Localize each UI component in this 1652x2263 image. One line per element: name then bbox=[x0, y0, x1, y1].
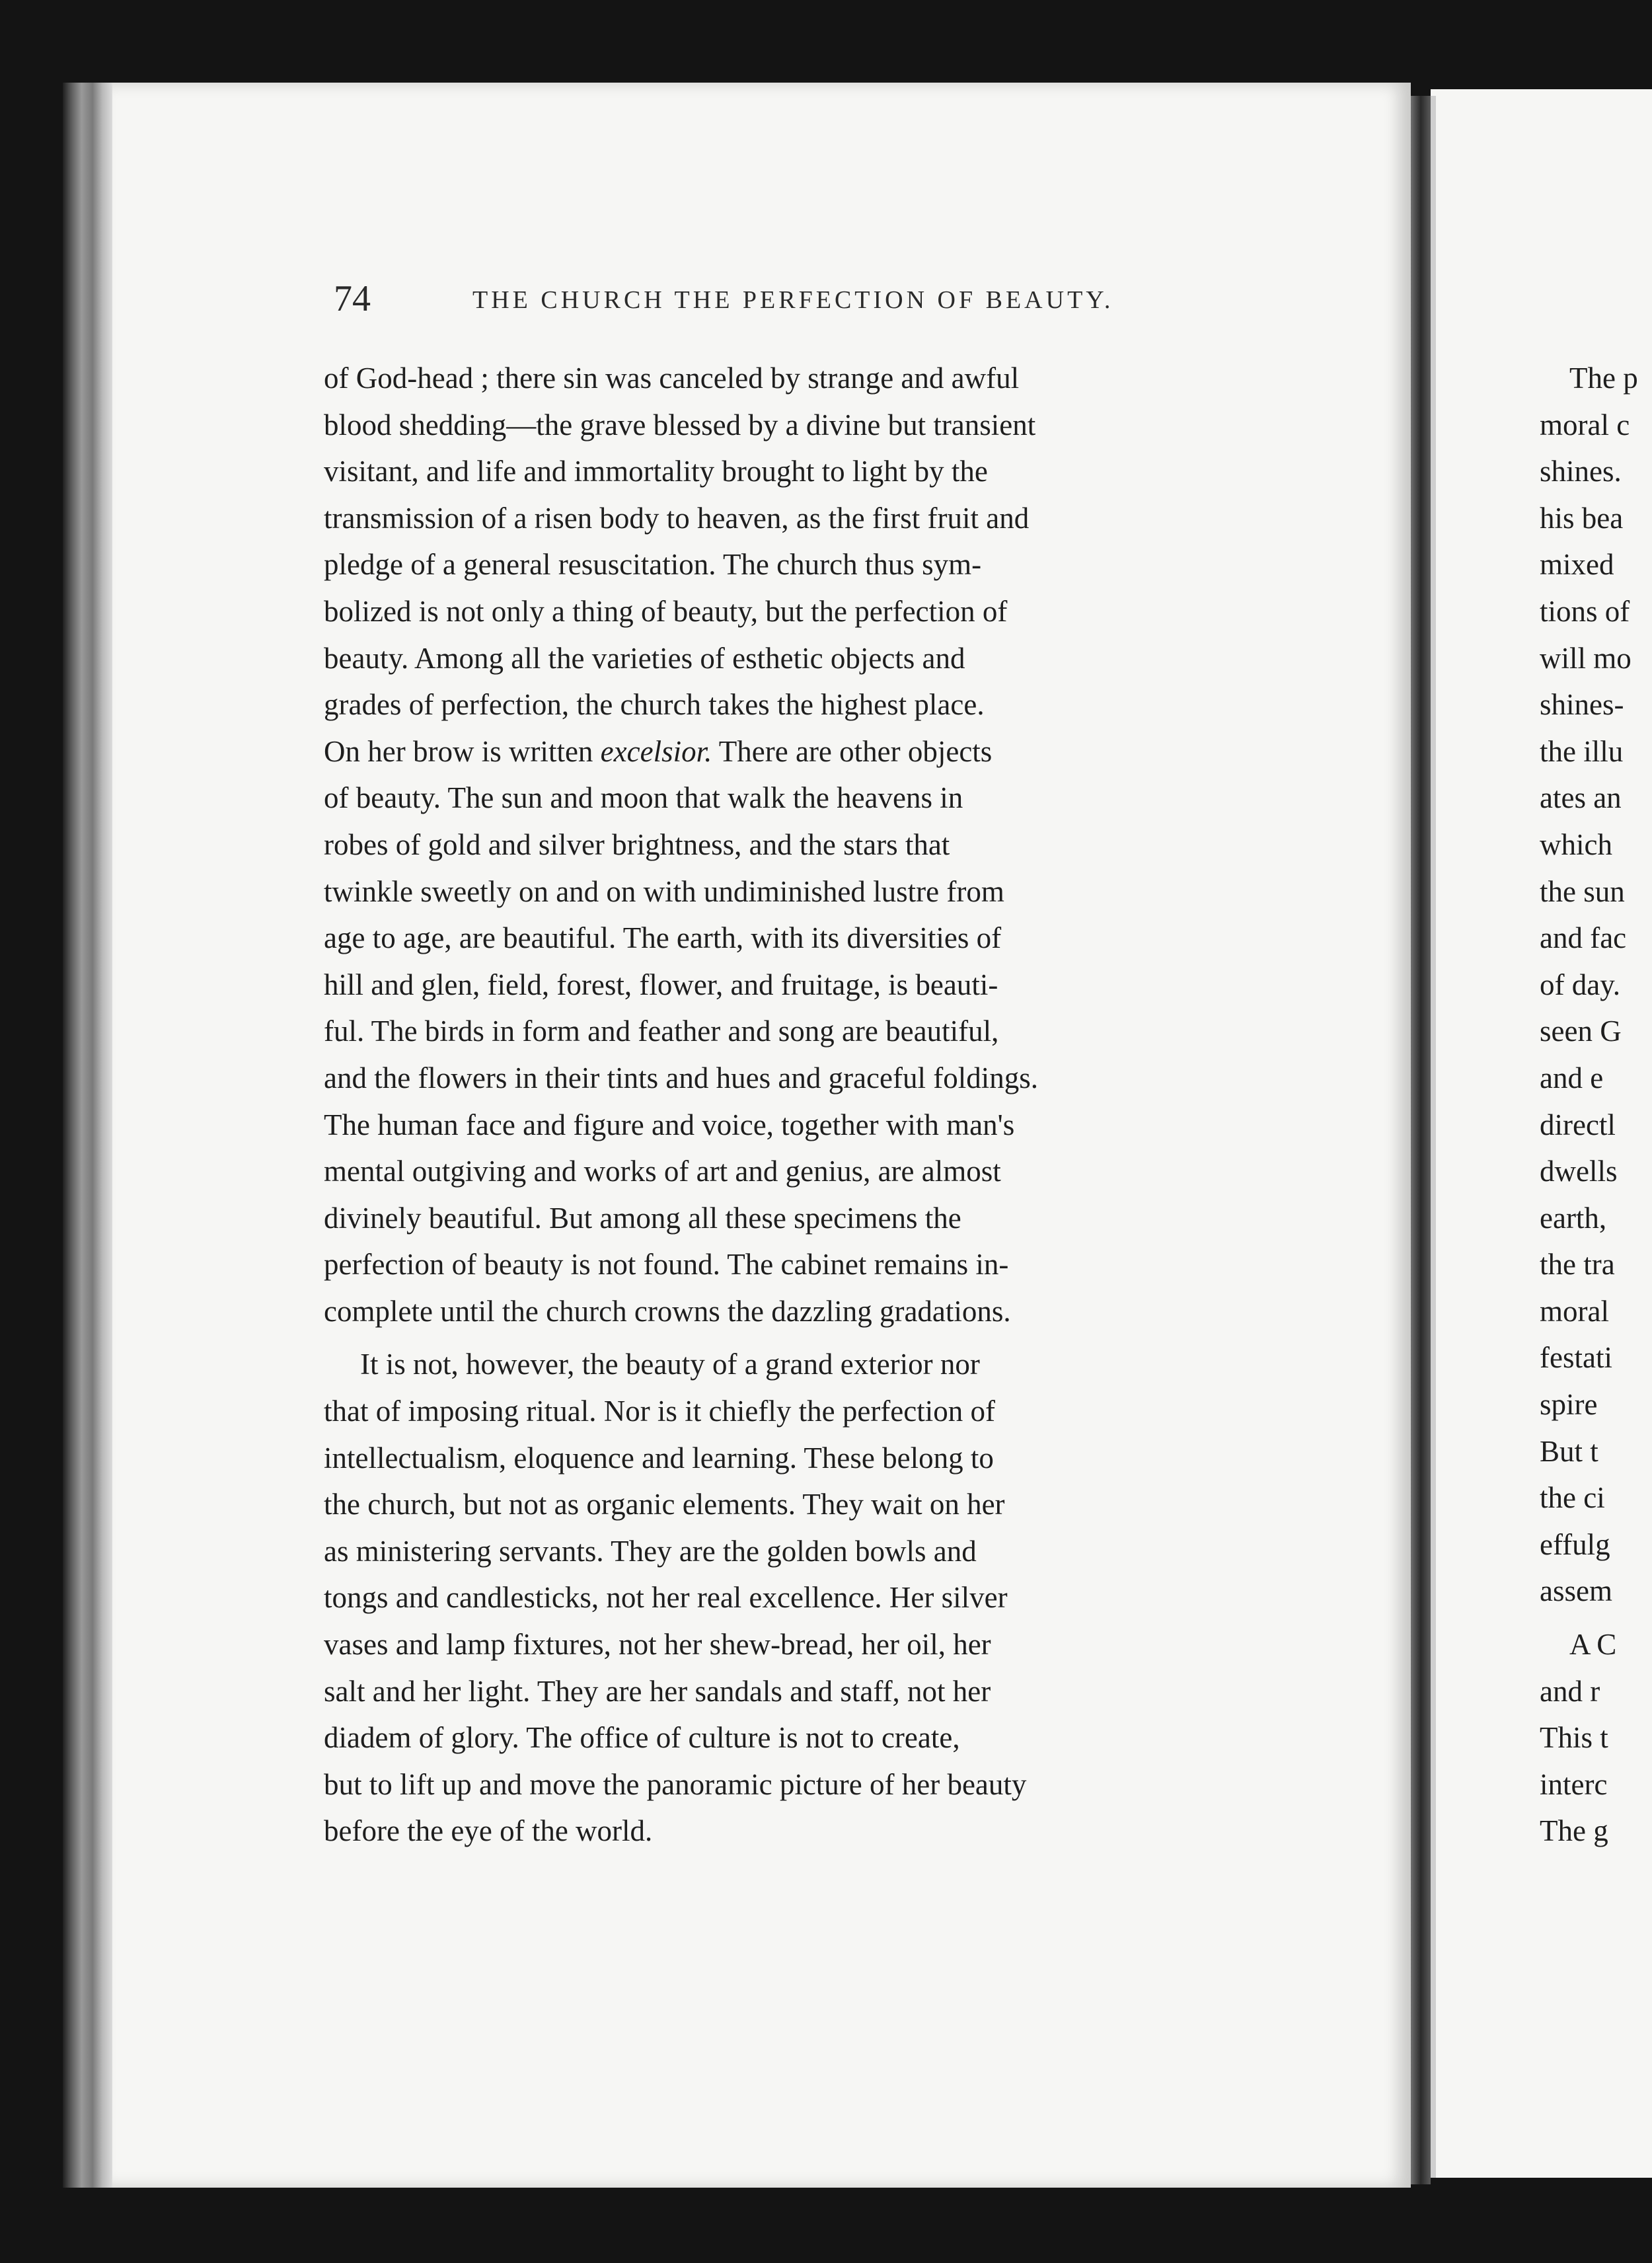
page-stack-edge bbox=[63, 83, 112, 2188]
running-title: THE CHURCH THE PERFECTION OF BEAUTY. bbox=[472, 286, 1114, 314]
text-line: blood shedding—the grave blessed by a divine but transient bbox=[324, 408, 1036, 441]
text-line: festati bbox=[1540, 1341, 1612, 1375]
text-line: The p bbox=[1569, 362, 1638, 395]
text-line: intellectualism, eloquence and learning. These belong to bbox=[324, 1441, 994, 1475]
text-line: moral c bbox=[1540, 408, 1630, 441]
text-line: of beauty. The sun and moon that walk the heavens in bbox=[324, 781, 963, 815]
text-line: perfection of beauty is not found. The cabinet remains in- bbox=[324, 1248, 1009, 1282]
text-line: vases and lamp fixtures, not her shew-bread, her oil, her bbox=[324, 1628, 991, 1662]
page-number: 74 bbox=[334, 278, 371, 319]
text-line: dwells bbox=[1540, 1155, 1618, 1188]
text-line: The human face and figure and voice, together with man's bbox=[324, 1108, 1015, 1141]
text-line: tions of bbox=[1540, 594, 1630, 628]
text-line: the church, but not as organic elements. They wait on her bbox=[324, 1488, 1005, 1521]
text-line: and fac bbox=[1540, 921, 1627, 955]
text-line: but to lift up and move the panoramic picture of her beauty bbox=[324, 1767, 1027, 1801]
text-line: assem bbox=[1540, 1574, 1612, 1608]
text-line: beauty. Among all the varieties of esthetic objects and bbox=[324, 641, 965, 675]
text-line: visitant, and life and immortality brought to light by the bbox=[324, 455, 988, 488]
text-line: and r bbox=[1540, 1674, 1600, 1708]
text-line: his bea bbox=[1540, 501, 1624, 535]
text-line: complete until the church crowns the dazzling gradations. bbox=[324, 1294, 1011, 1328]
text-line: grades of perfection, the church takes the highest place. bbox=[324, 688, 985, 722]
running-head bbox=[334, 278, 1312, 324]
text-line: mixed bbox=[1540, 548, 1614, 582]
text-line: It is not, however, the beauty of a grand exterior nor bbox=[360, 1348, 980, 1381]
text-line: of day. bbox=[1540, 968, 1621, 1001]
text-line: as ministering servants. They are the golden bowls and bbox=[324, 1534, 977, 1568]
paragraph-gap bbox=[324, 1334, 1315, 1341]
book-gutter bbox=[1411, 96, 1431, 2184]
paragraph-1 bbox=[324, 355, 1315, 1334]
text-line: ates an bbox=[1540, 781, 1622, 815]
text-line: On her brow is written excelsior. There are other objects bbox=[324, 734, 993, 768]
text-line: interc bbox=[1540, 1767, 1608, 1801]
text-line: hill and glen, field, forest, flower, and fruitage, is beauti- bbox=[324, 968, 998, 1001]
text-line: A C bbox=[1569, 1628, 1617, 1662]
text-line: shines. bbox=[1540, 455, 1622, 488]
text-line: twinkle sweetly on and on with undiminished lustre from bbox=[324, 874, 1004, 908]
right-page-text bbox=[1540, 355, 1652, 1855]
text-line: that of imposing ritual. Nor is it chiefly the perfection of bbox=[324, 1395, 995, 1428]
text-line: the illu bbox=[1540, 734, 1624, 768]
text-line: diadem of glory. The office of culture is not to create, bbox=[324, 1721, 960, 1755]
text-line: divinely beautiful. But among all these specimens the bbox=[324, 1201, 961, 1235]
paragraph-2 bbox=[324, 1341, 1315, 1855]
text-line: This t bbox=[1540, 1721, 1608, 1755]
text-line: before the eye of the world. bbox=[324, 1814, 653, 1848]
text-line: transmission of a risen body to heaven, as the first fruit and bbox=[324, 501, 1030, 535]
text-line: the tra bbox=[1540, 1248, 1615, 1282]
text-line: earth, bbox=[1540, 1201, 1607, 1235]
text-line: and e bbox=[1540, 1061, 1604, 1094]
text-line: directl bbox=[1540, 1108, 1616, 1141]
body-text bbox=[324, 355, 1315, 1855]
text-line: shines- bbox=[1540, 688, 1624, 722]
text-line: and the flowers in their tints and hues and graceful foldings. bbox=[324, 1061, 1038, 1094]
text-line: ful. The birds in form and feather and song are beautiful, bbox=[324, 1015, 999, 1048]
text-line: The g bbox=[1540, 1814, 1608, 1848]
text-line: tongs and candlesticks, not her real excellence. Her silver bbox=[324, 1581, 1008, 1615]
right-page-edge bbox=[1431, 96, 1436, 2178]
text-line: of God-head ; there sin was canceled by strange and awful bbox=[324, 362, 1020, 395]
text-line: pledge of a general resuscitation. The church thus sym- bbox=[324, 548, 982, 582]
text-line: salt and her light. They are her sandals and staff, not her bbox=[324, 1674, 991, 1708]
text-line: the ci bbox=[1540, 1481, 1605, 1515]
text-line: bolized is not only a thing of beauty, but the perfection of bbox=[324, 594, 1008, 628]
text-line: which bbox=[1540, 827, 1612, 861]
text-line: age to age, are beautiful. The earth, with its diversities of bbox=[324, 921, 1002, 955]
text-line: seen G bbox=[1540, 1015, 1622, 1048]
text-line: the sun bbox=[1540, 874, 1625, 908]
text-line: spire bbox=[1540, 1388, 1598, 1422]
text-line: mental outgiving and works of art and genius, are almost bbox=[324, 1155, 1001, 1188]
text-line: moral bbox=[1540, 1294, 1609, 1328]
text-line: robes of gold and silver brightness, and the stars that bbox=[324, 827, 950, 861]
text-line: will mo bbox=[1540, 641, 1632, 675]
text-line: But t bbox=[1540, 1434, 1598, 1468]
text-line: effulg bbox=[1540, 1527, 1610, 1561]
